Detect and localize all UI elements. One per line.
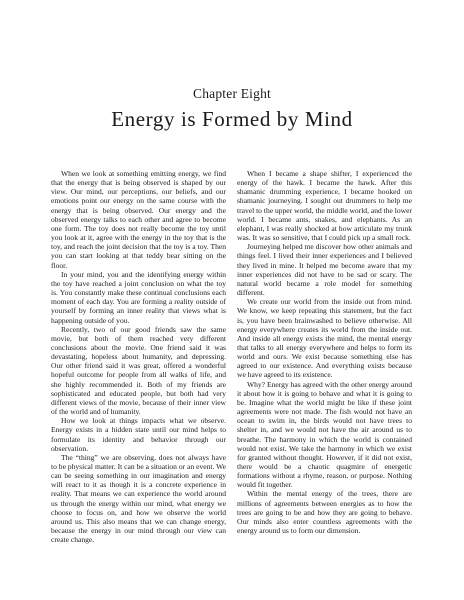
chapter-number: Chapter Eight: [193, 86, 271, 101]
paragraph: Recently, two of our good friends saw the same movie, but both of them reached very different conclusions about the movie. One friend said it was devastating, hopeless about humanity, and depressing. Our other friend said it was great, offered a wonderful hopeful outcome for people from all walks of life, and she highly recommended it. Both of my friends are sophisticated and educated people, but both had very different views of the movie, because of their inner view of the world and of humanity.: [51, 324, 226, 417]
left-column: [51, 169, 226, 544]
paragraph: Why? Energy has agreed with the other energy around it about how it is going to behave and what it is going to be. Imagine what the world might be like if these joint agreements were not made. The fish would not have an ocean to swim in, the birds would not have trees to shelter in, and we would not have the air around us to breathe. The harmony in which the world is contained would not exist. We take the harmony in which we exist for granted without thought. However, if it did not exist, there would be a chaotic quagmire of energetic formations without a rhyme, reason, or purpose. Nothing would fit together.: [237, 379, 412, 490]
paragraph: The “thing” we are observing, does not always have to be physical matter. It can be a situation or an event. We can be seeing something in our imagination and energy will react to it as though it is a concrete experience in reality. That means we can experience the world around us through the energy within our mind, what energy we choose to focus on, and how we observe the world around us. This also means that we can change energy, because the energy in our mind through our view can create change.: [51, 452, 226, 545]
chapter-title: Energy is Formed by Mind: [111, 107, 353, 131]
paragraph: In your mind, you and the identifying energy within the toy have reached a joint conclusion on what the toy is. You constantly make these continual conclusions each moment of each day. You are forming a reality outside of yourself by forming an inner reality that views what is happening outside of you.: [51, 269, 226, 325]
paragraph: We create our world from the inside out from mind. We know, we keep repeating this statement, but the fact is, you have been brainwashed to believe otherwise. All energy everywhere creates its world from the inside out. And inside all energy exists the mind, the mental energy that talks to all energy everywhere and helps to form its world and ours. We exist because something else has agreed to our existence. And everything exists because we have agreed to its existence.: [237, 297, 412, 380]
paragraph: How we look at things impacts what we observe. Energy exists in a hidden state until our mind helps to formulate its identity and behavior through our observation.: [51, 416, 226, 453]
paragraph: Within the mental energy of the trees, there are millions of agreements between energies as to how the trees are going to be and how they are going to behave. Our minds also enter countless agreements with the energy around us to form our dimension.: [237, 489, 412, 536]
paragraph: Journeying helped me discover how other animals and things feel. I lived their inner experiences and I believed they lived in mine. It helped me become aware that my inner experiences did not have to be sad or scary. The natural world became a role model for something different.: [237, 242, 412, 298]
paragraph: When I became a shape shifter, I experienced the energy of the hawk. I became the hawk. After this shamanic drumming experience, I became hooked on shamanic journeying. I sought out drummers to help me travel to the upper world, the middle world, and the lower world. I became ants, snakes, and elephants. As an elephant, I was really shocked at how articulate my trunk was. It was so sensitive, that I could pick up a small rock.: [237, 169, 412, 243]
right-column: [237, 169, 412, 535]
paragraph: When we look at something emitting energy, we find that the energy that is being observed is shaped by our view. Our mind, our perceptions, our beliefs, and our emotions point our energy on the same course with the energy that is being observed. Our energy and the observed energy talks to each other and agree to become one form. The toy does not really become the toy until you look at it, agree with the energy in the toy that is the toy, and reach the joint decision that the toy is a toy. Then you can start looking at that teddy bear sitting on the floor.: [51, 169, 226, 270]
